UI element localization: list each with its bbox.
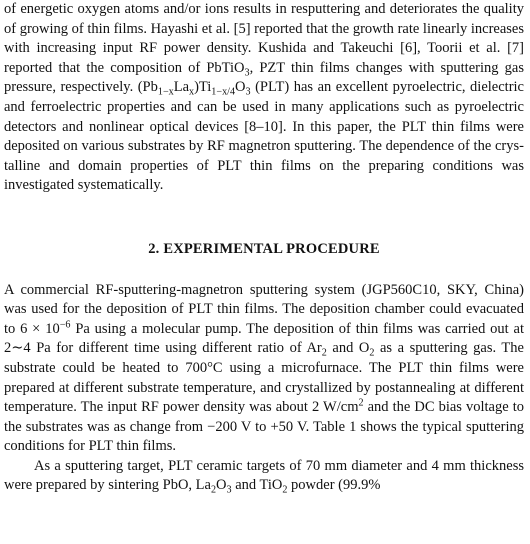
procedure-paragraph: A commercial RF-sputtering-magnetron sputtering system (JGP560C10, SKY, China) was used for the deposition of PLT thin films. The deposition chamber could evacuated to $6 \times 10^{-6}$ Pa using a molecular pump. The deposition of thin films was carried out at 2∼4 Pa for different time using different ratio of $Ar_2$ and $O_2$ as a sputtering gas. The substrate could be heated to 700°C using a microfurnace. The PLT thin films were prepared at different substrate temperature, and crystallized by postannealing at different temperature. The input RF power density was about 2 $W/cm^2$ and the DC bias voltage to the substrates was as change from −200 V to +50 V. Table 1 shows the typical sputtering conditions for PLT thin films. xyxy=(4,281,525,455)
target-paragraph: As a sputtering target, PLT ceramic targets of 70 mm diameter and 4 mm thickness were prepared by sintering PbO, $La_2O_3$ and TiO$_2$ powder (99.9% xyxy=(4,457,524,497)
section-heading: 2. EXPERIMENTAL PROCEDURE xyxy=(148,240,380,257)
paper-page xyxy=(4,0,524,496)
intro-paragraph: of energetic oxygen atoms and/or ions results in resputtering and deteriorates the quality of growing of thin films. Hayashi et al. [5] reported that the growth rate linearly increases with increasing input RF power density. Kushida and Takeuchi [6], Toorii et al. [7] reported that the composition of PbTiO$_3$, PZT thin films changes with sputtering gas pressure, respectively. $(Pb_{1-x}La_x)Ti_{1-x/4}O_3$ (PLT) has an excellent pyroelectric, dielectric and ferroelectric properties and can be used in many applications such as pyroelectric detectors and nonlinear optical devices [8–10]. In this paper, the PLT thin films were deposited on various substrates by RF magnetron sputtering. The dependence of the crystalline and domain properties of PLT thin films on the preparing conditions was investigated systematically. xyxy=(4,1,524,194)
